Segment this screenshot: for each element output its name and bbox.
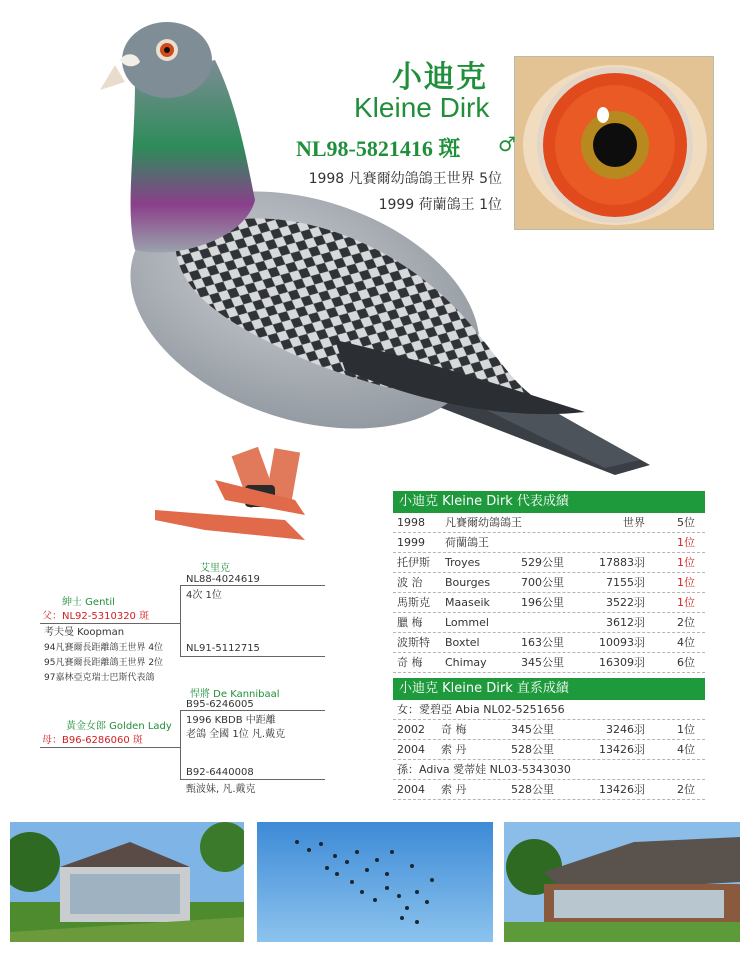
- cell-year: 托伊斯: [397, 556, 430, 569]
- cell-dist: 345公里: [511, 723, 554, 736]
- cell-year: 2002: [397, 723, 425, 736]
- cell-place: 1位: [677, 576, 695, 589]
- cell-birds: 13426羽: [599, 783, 645, 796]
- cell-birds: 10093羽: [599, 636, 645, 649]
- loft-photo-left: [10, 822, 244, 942]
- cell-place: 4位: [677, 636, 695, 649]
- results-title: 小迪克 Kleine Dirk 代表成績: [393, 491, 705, 513]
- sire-note-1: 考夫曼 Koopman: [44, 627, 125, 638]
- cell-race: Maaseik: [445, 596, 490, 609]
- cell-race: Troyes: [445, 556, 481, 569]
- eye-closeup: [514, 56, 714, 230]
- sire-note-2: 94凡賽爾長距離鴿王世界 4位: [44, 643, 164, 653]
- cell-race: 凡賽爾幼鴿鴿王: [445, 516, 522, 529]
- cell-year: 2004: [397, 743, 425, 756]
- cell-place: 6位: [677, 656, 695, 669]
- eye-icon: [515, 57, 713, 229]
- cell-birds: 7155羽: [606, 576, 645, 589]
- cell-year: 1999: [397, 536, 425, 549]
- cell-dist: 345公里: [521, 656, 564, 669]
- offspring-title: 小迪克 Kleine Dirk 直系成績: [393, 678, 705, 700]
- table-row: [393, 553, 705, 573]
- cell-place: 2位: [677, 783, 695, 796]
- achievement-1: 1998 凡賽爾幼鴿鴿王世界 5位: [308, 171, 502, 187]
- cell-birds: 16309羽: [599, 656, 645, 669]
- sire-note-4: 97嘉林亞克瑞士巴斯代表鴿: [44, 673, 155, 683]
- cell-dist: 528公里: [511, 783, 554, 796]
- cell-birds: 3612羽: [606, 616, 645, 629]
- cell-birds: 世界: [623, 516, 645, 529]
- table-row: [393, 633, 705, 653]
- maternal-granddam-note: 甄波妹, 凡.戴克: [186, 784, 256, 795]
- sire-note-3: 95凡賽爾長距離鴿王世界 2位: [44, 658, 164, 668]
- table-row: [393, 653, 705, 673]
- cell-dist: 700公里: [521, 576, 564, 589]
- table-row: [393, 780, 705, 800]
- maternal-grandsire-note-1: 1996 KBDB 中距離: [186, 715, 276, 726]
- cell-year: 波斯特: [397, 636, 430, 649]
- grandsire-ring: NL88-4024619: [186, 574, 260, 585]
- results-rows: [393, 513, 705, 673]
- sire-ring: 父：NL92-5310320 斑: [42, 611, 150, 622]
- offspring-rows: [393, 700, 705, 800]
- cell-race: Lommel: [445, 616, 489, 629]
- table-row: [393, 720, 705, 740]
- cell-year: 1998: [397, 516, 425, 529]
- achievement-2: 1999 荷蘭鴿王 1位: [378, 197, 502, 213]
- cell-race: 荷蘭鴿王: [445, 536, 489, 549]
- cell-year: 2004: [397, 783, 425, 796]
- cell-year: 馬斯克: [397, 596, 430, 609]
- grandsire-name: 艾里克: [200, 563, 230, 574]
- loft-photo-right: [504, 822, 740, 942]
- table-row: [393, 700, 705, 720]
- maternal-grandsire-note-2: 老鴿 全國 1位 凡.戴克: [186, 729, 286, 740]
- table-row: [393, 593, 705, 613]
- cell-birds: 17883羽: [599, 556, 645, 569]
- cell-place: 5位: [677, 516, 695, 529]
- cell-dist: 163公里: [521, 636, 564, 649]
- grandsire-note: 4次 1位: [186, 590, 222, 601]
- dam-name: 黃金女郎 Golden Lady: [66, 721, 172, 732]
- cell-race: Chimay: [445, 656, 487, 669]
- cell-year: 波 治: [397, 576, 423, 589]
- cell-year: 女：愛碧亞 Abia NL02-5251656: [397, 703, 565, 716]
- ring-number: NL98-5821416 斑: [296, 136, 461, 161]
- cell-race: Bourges: [445, 576, 491, 589]
- cell-place: 1位: [677, 556, 695, 569]
- cell-place: 1位: [677, 536, 695, 549]
- table-row: [393, 740, 705, 760]
- pigeon-name-chinese: 小迪克: [392, 60, 488, 95]
- cell-race: Boxtel: [445, 636, 480, 649]
- cell-race: 奇 梅: [441, 723, 467, 736]
- cell-year: 孫：Adiva 愛蒂娃 NL03-5343030: [397, 763, 571, 776]
- pedigree-chart: [40, 560, 330, 810]
- male-icon: ♂: [498, 132, 516, 156]
- cell-year: 臘 梅: [397, 616, 423, 629]
- cell-place: 2位: [677, 616, 695, 629]
- cell-year: 奇 梅: [397, 656, 423, 669]
- flying-pigeons-photo: [257, 822, 493, 942]
- table-row: [393, 573, 705, 593]
- cell-birds: 3246羽: [606, 723, 645, 736]
- cell-birds: 3522羽: [606, 596, 645, 609]
- sire-name: 紳士 Gentil: [62, 597, 115, 608]
- granddam-ring: NL91-5112715: [186, 643, 260, 654]
- cell-dist: 529公里: [521, 556, 564, 569]
- pigeon-name-english: Kleine Dirk: [354, 92, 490, 123]
- offspring-table: [393, 678, 705, 800]
- table-row: [393, 513, 705, 533]
- dam-ring: 母：B96-6286060 斑: [42, 735, 143, 746]
- table-row: [393, 613, 705, 633]
- cell-place: 1位: [677, 723, 695, 736]
- cell-place: 4位: [677, 743, 695, 756]
- table-row: [393, 533, 705, 553]
- table-row: [393, 760, 705, 780]
- cell-place: 1位: [677, 596, 695, 609]
- cell-dist: 528公里: [511, 743, 554, 756]
- cell-dist: 196公里: [521, 596, 564, 609]
- cell-race: 索 丹: [441, 783, 467, 796]
- cell-birds: 13426羽: [599, 743, 645, 756]
- maternal-granddam-ring: B92-6440008: [186, 767, 254, 778]
- cell-race: 索 丹: [441, 743, 467, 756]
- maternal-grandsire-ring: B95-6246005: [186, 699, 254, 710]
- maternal-grandsire-name: 悍將 De Kannibaal: [190, 689, 280, 700]
- results-table: [393, 491, 705, 673]
